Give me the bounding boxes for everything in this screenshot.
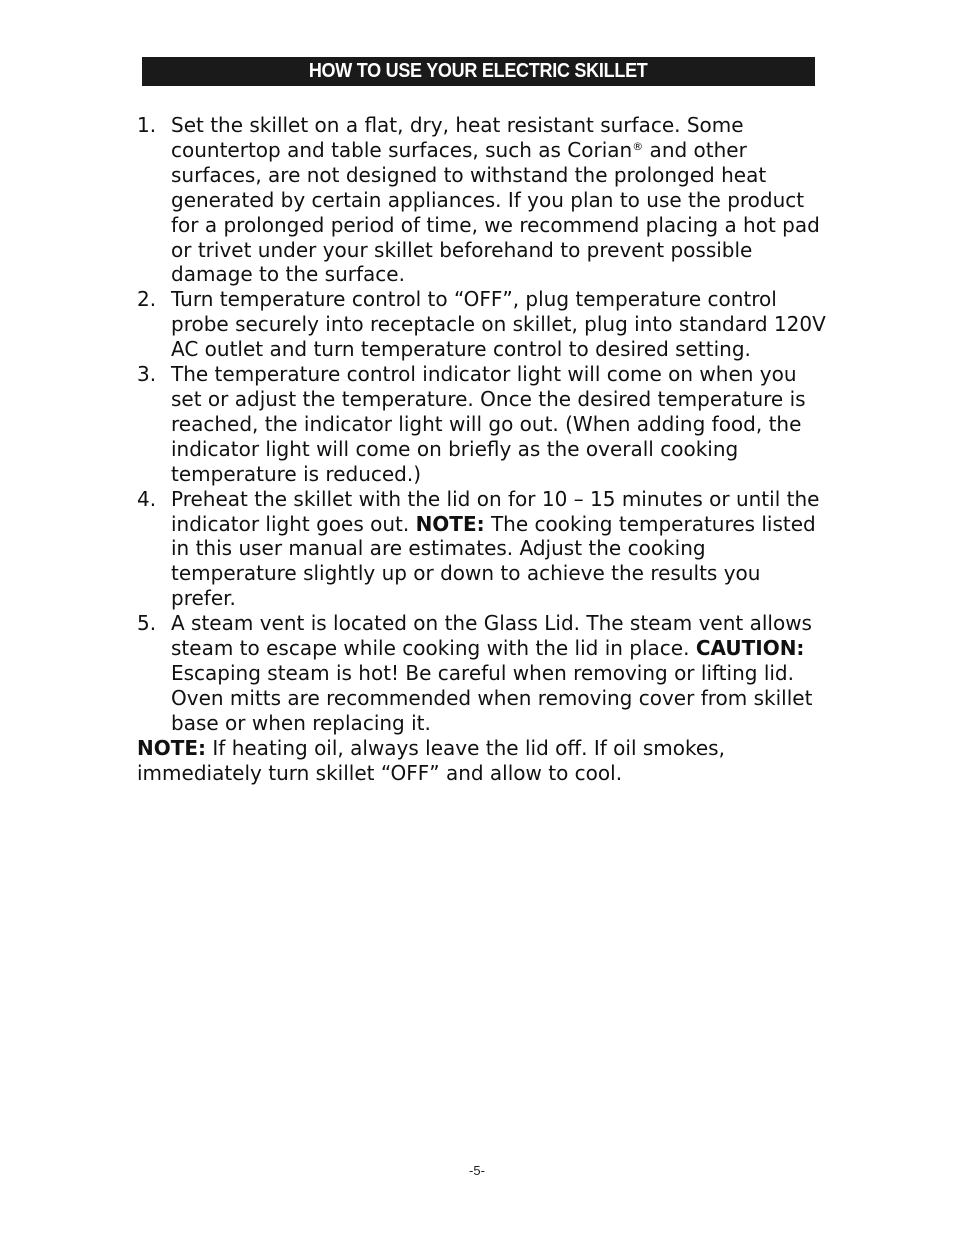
step-text-continued: Escaping steam is hot! Be careful when removing or lifting lid. Oven mitts are recommended when removing cover from skillet base or when replacing it. bbox=[171, 660, 813, 735]
step-text: Set the skillet on a flat, dry, heat resistant surface. Some countertop and table surfaces, such as Corian bbox=[171, 113, 744, 162]
list-item-step-4 bbox=[137, 487, 827, 612]
instruction-list bbox=[137, 113, 827, 736]
registered-trademark-mark: ® bbox=[632, 139, 644, 153]
list-item-step-3 bbox=[137, 362, 827, 487]
note-label: NOTE: bbox=[415, 511, 485, 536]
final-note-label: NOTE: bbox=[137, 735, 207, 760]
list-item-step-1 bbox=[137, 113, 827, 287]
step-text-continued: The cooking temperatures listed in this user manual are estimates. Adjust the cooking temperature slightly up or down to achieve the results you prefer. bbox=[171, 511, 816, 611]
final-note-text: If heating oil, always leave the lid off. If oil smokes, immediately turn skillet “OFF” and allow to cool. bbox=[137, 735, 725, 785]
list-item-step-2 bbox=[137, 287, 827, 362]
final-note bbox=[137, 736, 827, 786]
step-number: 5. bbox=[137, 611, 157, 636]
page-number: -5- bbox=[469, 1163, 485, 1178]
step-number: 1. bbox=[137, 113, 157, 137]
step-number: 2. bbox=[137, 287, 157, 312]
step-text: Turn temperature control to “OFF”, plug temperature control probe securely into receptacle on skillet, plug into standard 120V AC outlet and turn temperature control to desired setting. bbox=[171, 287, 826, 362]
step-text-continued: and other surfaces, are not designed to withstand the prolonged heat generated by certain appliances. If you plan to use the product for a prolonged period of time, we recommend placing a hot pad or trivet under your skillet beforehand to prevent possible damage to the surface. bbox=[171, 137, 820, 287]
section-title: HOW TO USE YOUR ELECTRIC SKILLET bbox=[309, 60, 648, 82]
step-text: Preheat the skillet with the lid on for 10 – 15 minutes or until the indicator light goes out. bbox=[171, 486, 820, 536]
step-text: The temperature control indicator light will come on when you set or adjust the temperature. Once the desired temperature is reached, the indicator light will go out. (When adding food, the indicator light will come on briefly as the overall cooking temperature is reduced.) bbox=[171, 362, 806, 486]
caution-label: CAUTION: bbox=[695, 636, 805, 661]
section-header-bar bbox=[142, 57, 815, 86]
step-text: A steam vent is located on the Glass Lid. The steam vent allows steam to escape while cooking with the lid in place. bbox=[171, 611, 812, 661]
list-item-step-5 bbox=[137, 611, 827, 736]
instructions-body bbox=[137, 113, 827, 785]
step-number: 3. bbox=[137, 362, 157, 387]
step-number: 4. bbox=[137, 486, 157, 511]
